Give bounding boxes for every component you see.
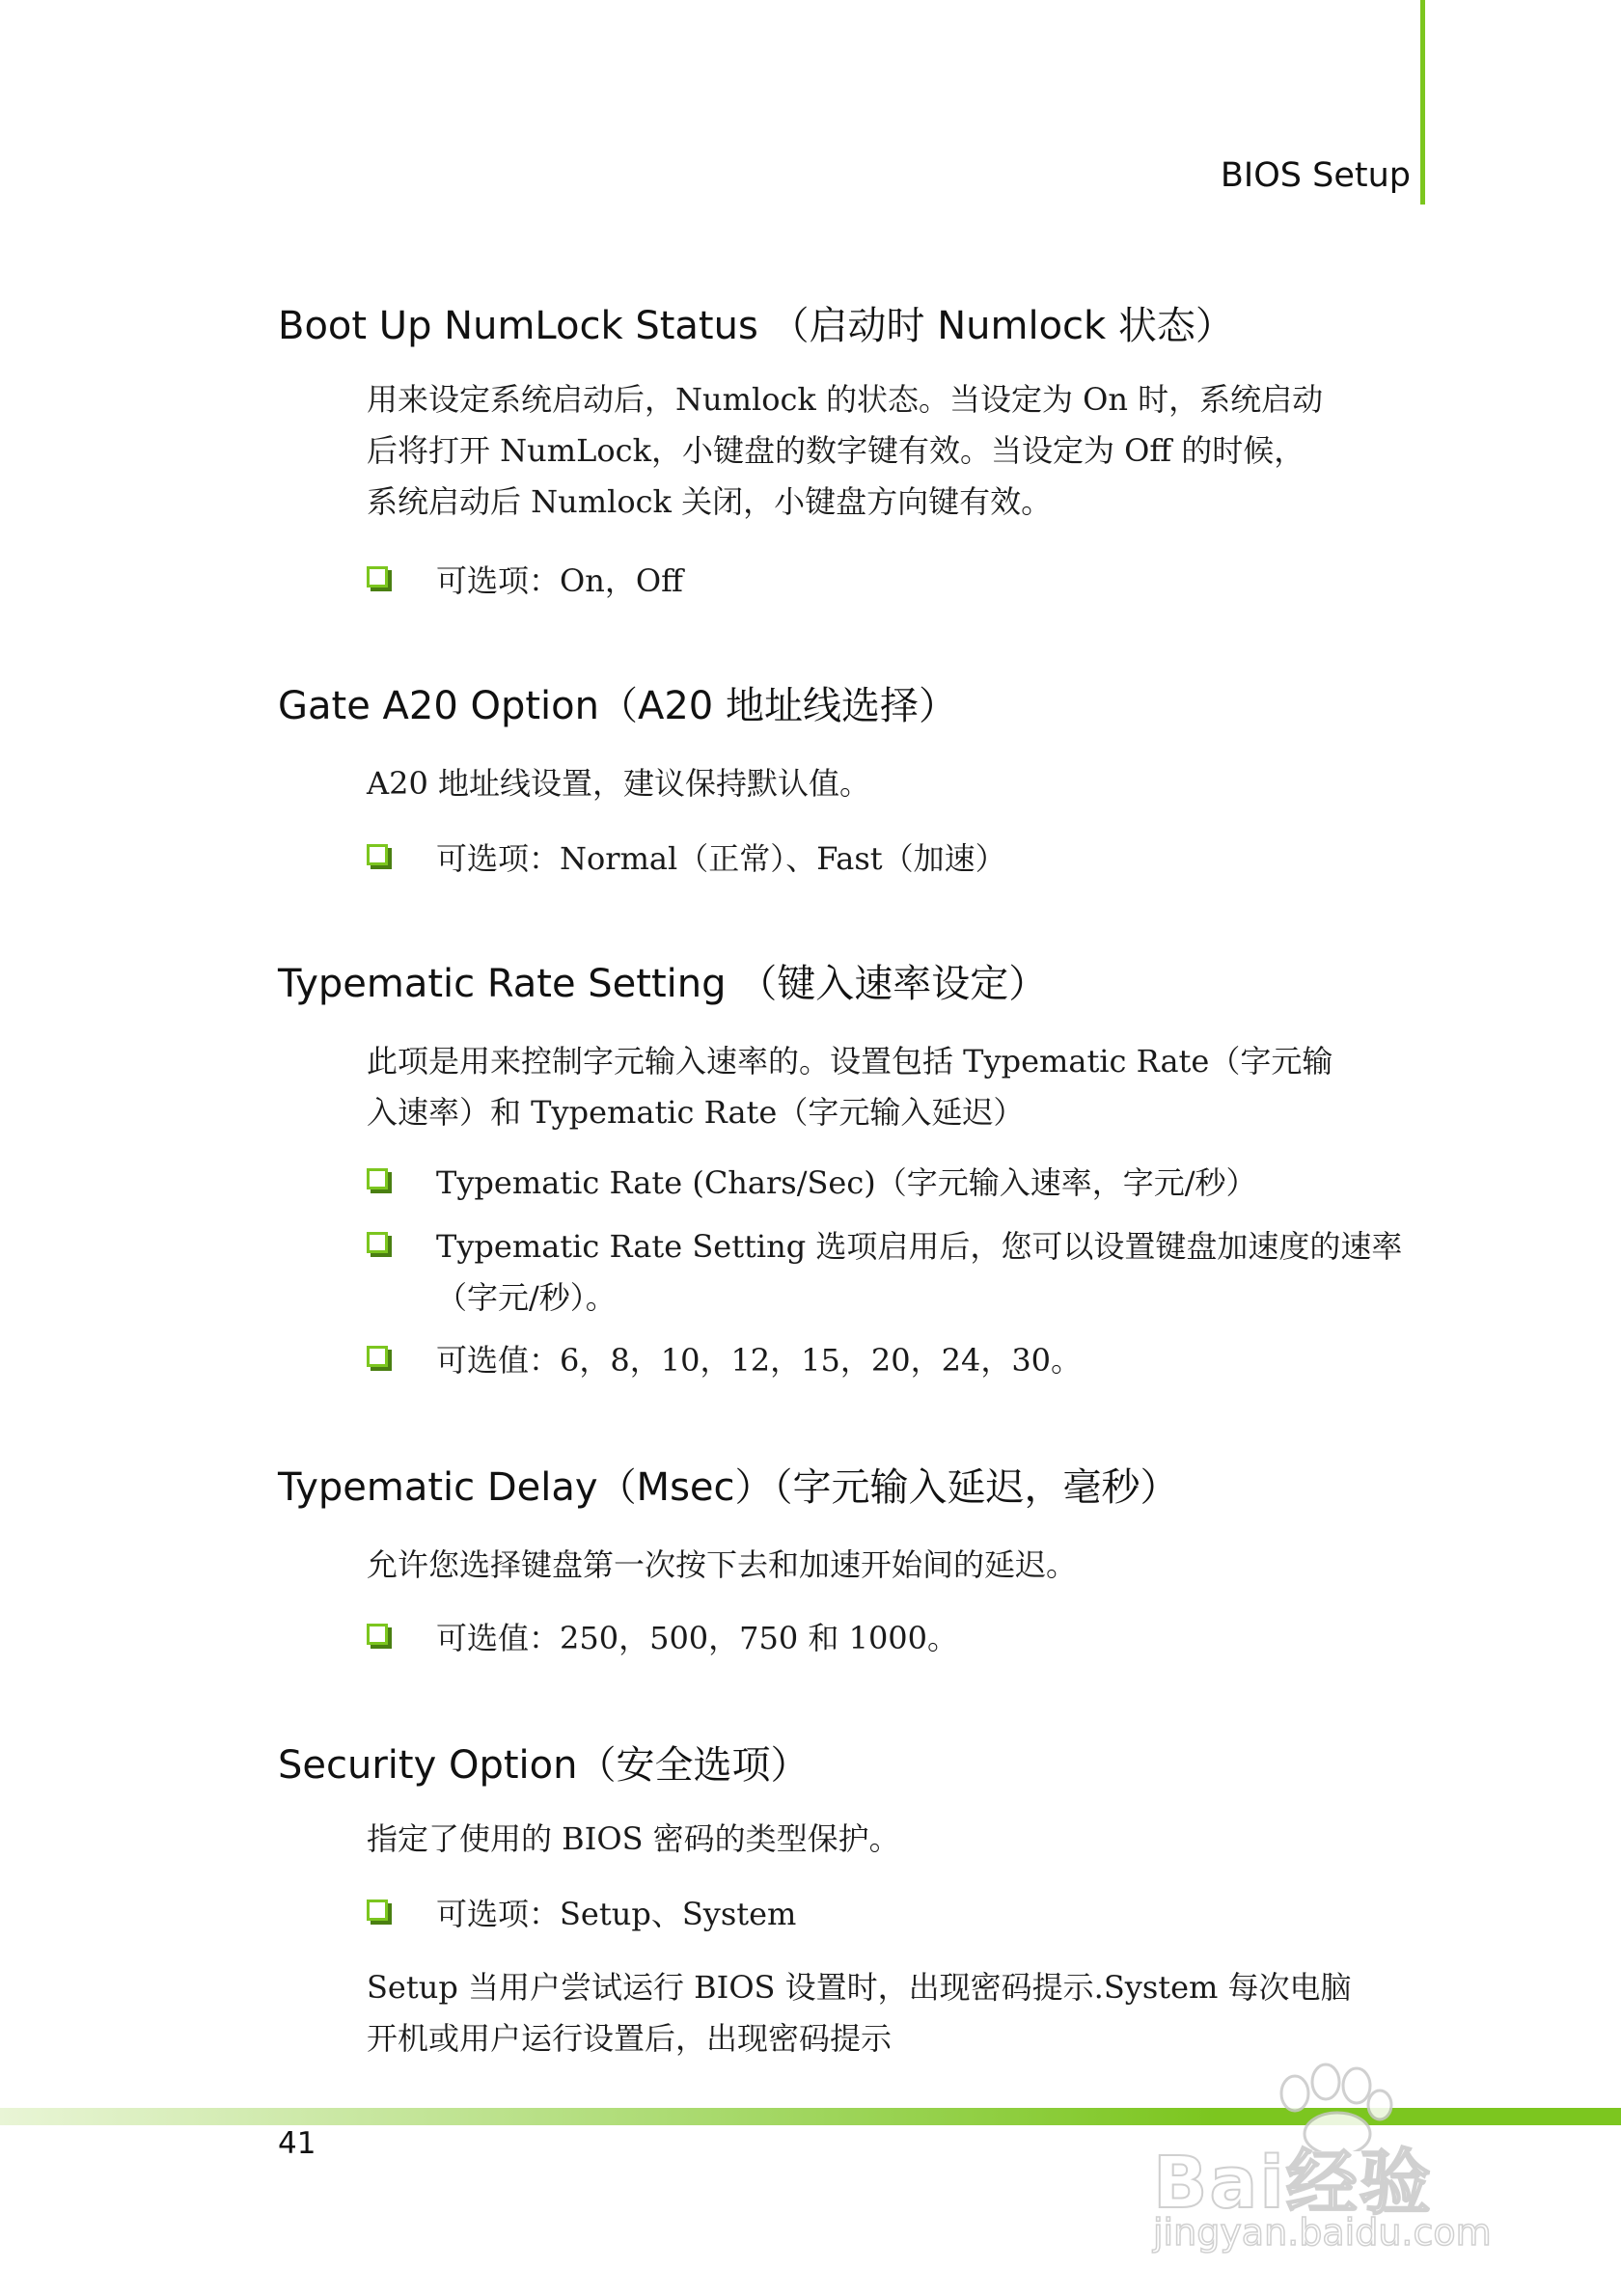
bullet-item: 可选项：Normal（正常）、Fast（加速） <box>367 834 1428 885</box>
checkbox-bullet-icon <box>367 1900 388 1921</box>
desc-line: 系统启动后 Numlock 关闭，小键盘方向键有效。 <box>367 483 1053 520</box>
baidu-jingyan-watermark <box>1148 2045 1534 2257</box>
desc-line: 此项是用来控制字元输入速率的。设置包括 Typematic Rate（字元输 <box>367 1043 1333 1080</box>
section-desc-security <box>367 1814 1409 1865</box>
note-line: 开机或用户运行设置后，出现密码提示 <box>367 2020 893 2057</box>
bullet-item: 可选值：6，8，10，12，15，20，24，30。 <box>367 1335 1428 1386</box>
bullet-item: 可选值：250，500，750 和 1000。 <box>367 1613 1428 1664</box>
desc-line: 指定了使用的 BIOS 密码的类型保护。 <box>367 1820 900 1857</box>
bullet-item: 可选项：On，Off <box>367 556 1428 607</box>
section-title-numlock: Boot Up NumLock Status （启动时 Numlock 状态） <box>278 304 1234 348</box>
desc-line: A20 地址线设置，建议保持默认值。 <box>367 765 871 802</box>
section-desc-typematic-rate <box>367 1036 1409 1138</box>
section-desc-numlock <box>367 374 1409 528</box>
section-title-security: Security Option（安全选项） <box>278 1743 810 1788</box>
section-title-gate-a20: Gate A20 Option（A20 地址线选择） <box>278 684 957 728</box>
note-line: Setup 当用户尝试运行 BIOS 设置时，出现密码提示.System 每次电脑 <box>367 1969 1352 2006</box>
desc-line: 允许您选择键盘第一次按下去和加速开始间的延迟。 <box>367 1546 1078 1583</box>
bullet-item: Typematic Rate Setting 选项启用后，您可以设置键盘加速度的速率 （字元/秒）。 <box>367 1221 1428 1324</box>
checkbox-bullet-icon <box>367 566 388 588</box>
checkbox-bullet-icon <box>367 844 388 865</box>
section-desc-typematic-delay <box>367 1540 1409 1591</box>
bullet-item: 可选项：Setup、System <box>367 1889 1428 1940</box>
checkbox-bullet-icon <box>367 1232 388 1253</box>
section-desc-gate-a20 <box>367 758 1409 809</box>
checkbox-bullet-icon <box>367 1624 388 1645</box>
checkbox-bullet-icon <box>367 1346 388 1367</box>
checkbox-bullet-icon <box>367 1168 388 1189</box>
desc-line: 用来设定系统启动后，Numlock 的状态。当设定为 On 时，系统启动 <box>367 381 1324 418</box>
section-title-typematic-delay: Typematic Delay（Msec）（字元输入延迟，毫秒） <box>278 1465 1179 1510</box>
watermark-url: jingyan.baidu.com <box>1153 2211 1492 2254</box>
bullet-item: Typematic Rate (Chars/Sec)（字元输入速率，字元/秒） <box>367 1158 1428 1209</box>
watermark-brand: Bai经验 <box>1153 2142 1433 2225</box>
header-accent-line <box>1420 0 1425 205</box>
page-number: 41 <box>278 2126 316 2161</box>
desc-line: 后将打开 NumLock，小键盘的数字键有效。当设定为 Off 的时候， <box>367 432 1305 469</box>
section-title-typematic-rate: Typematic Rate Setting （键入速率设定） <box>278 962 1048 1006</box>
desc-line: 入速率）和 Typematic Rate（字元输入延迟） <box>367 1094 1025 1131</box>
running-header: BIOS Setup <box>1220 156 1411 195</box>
